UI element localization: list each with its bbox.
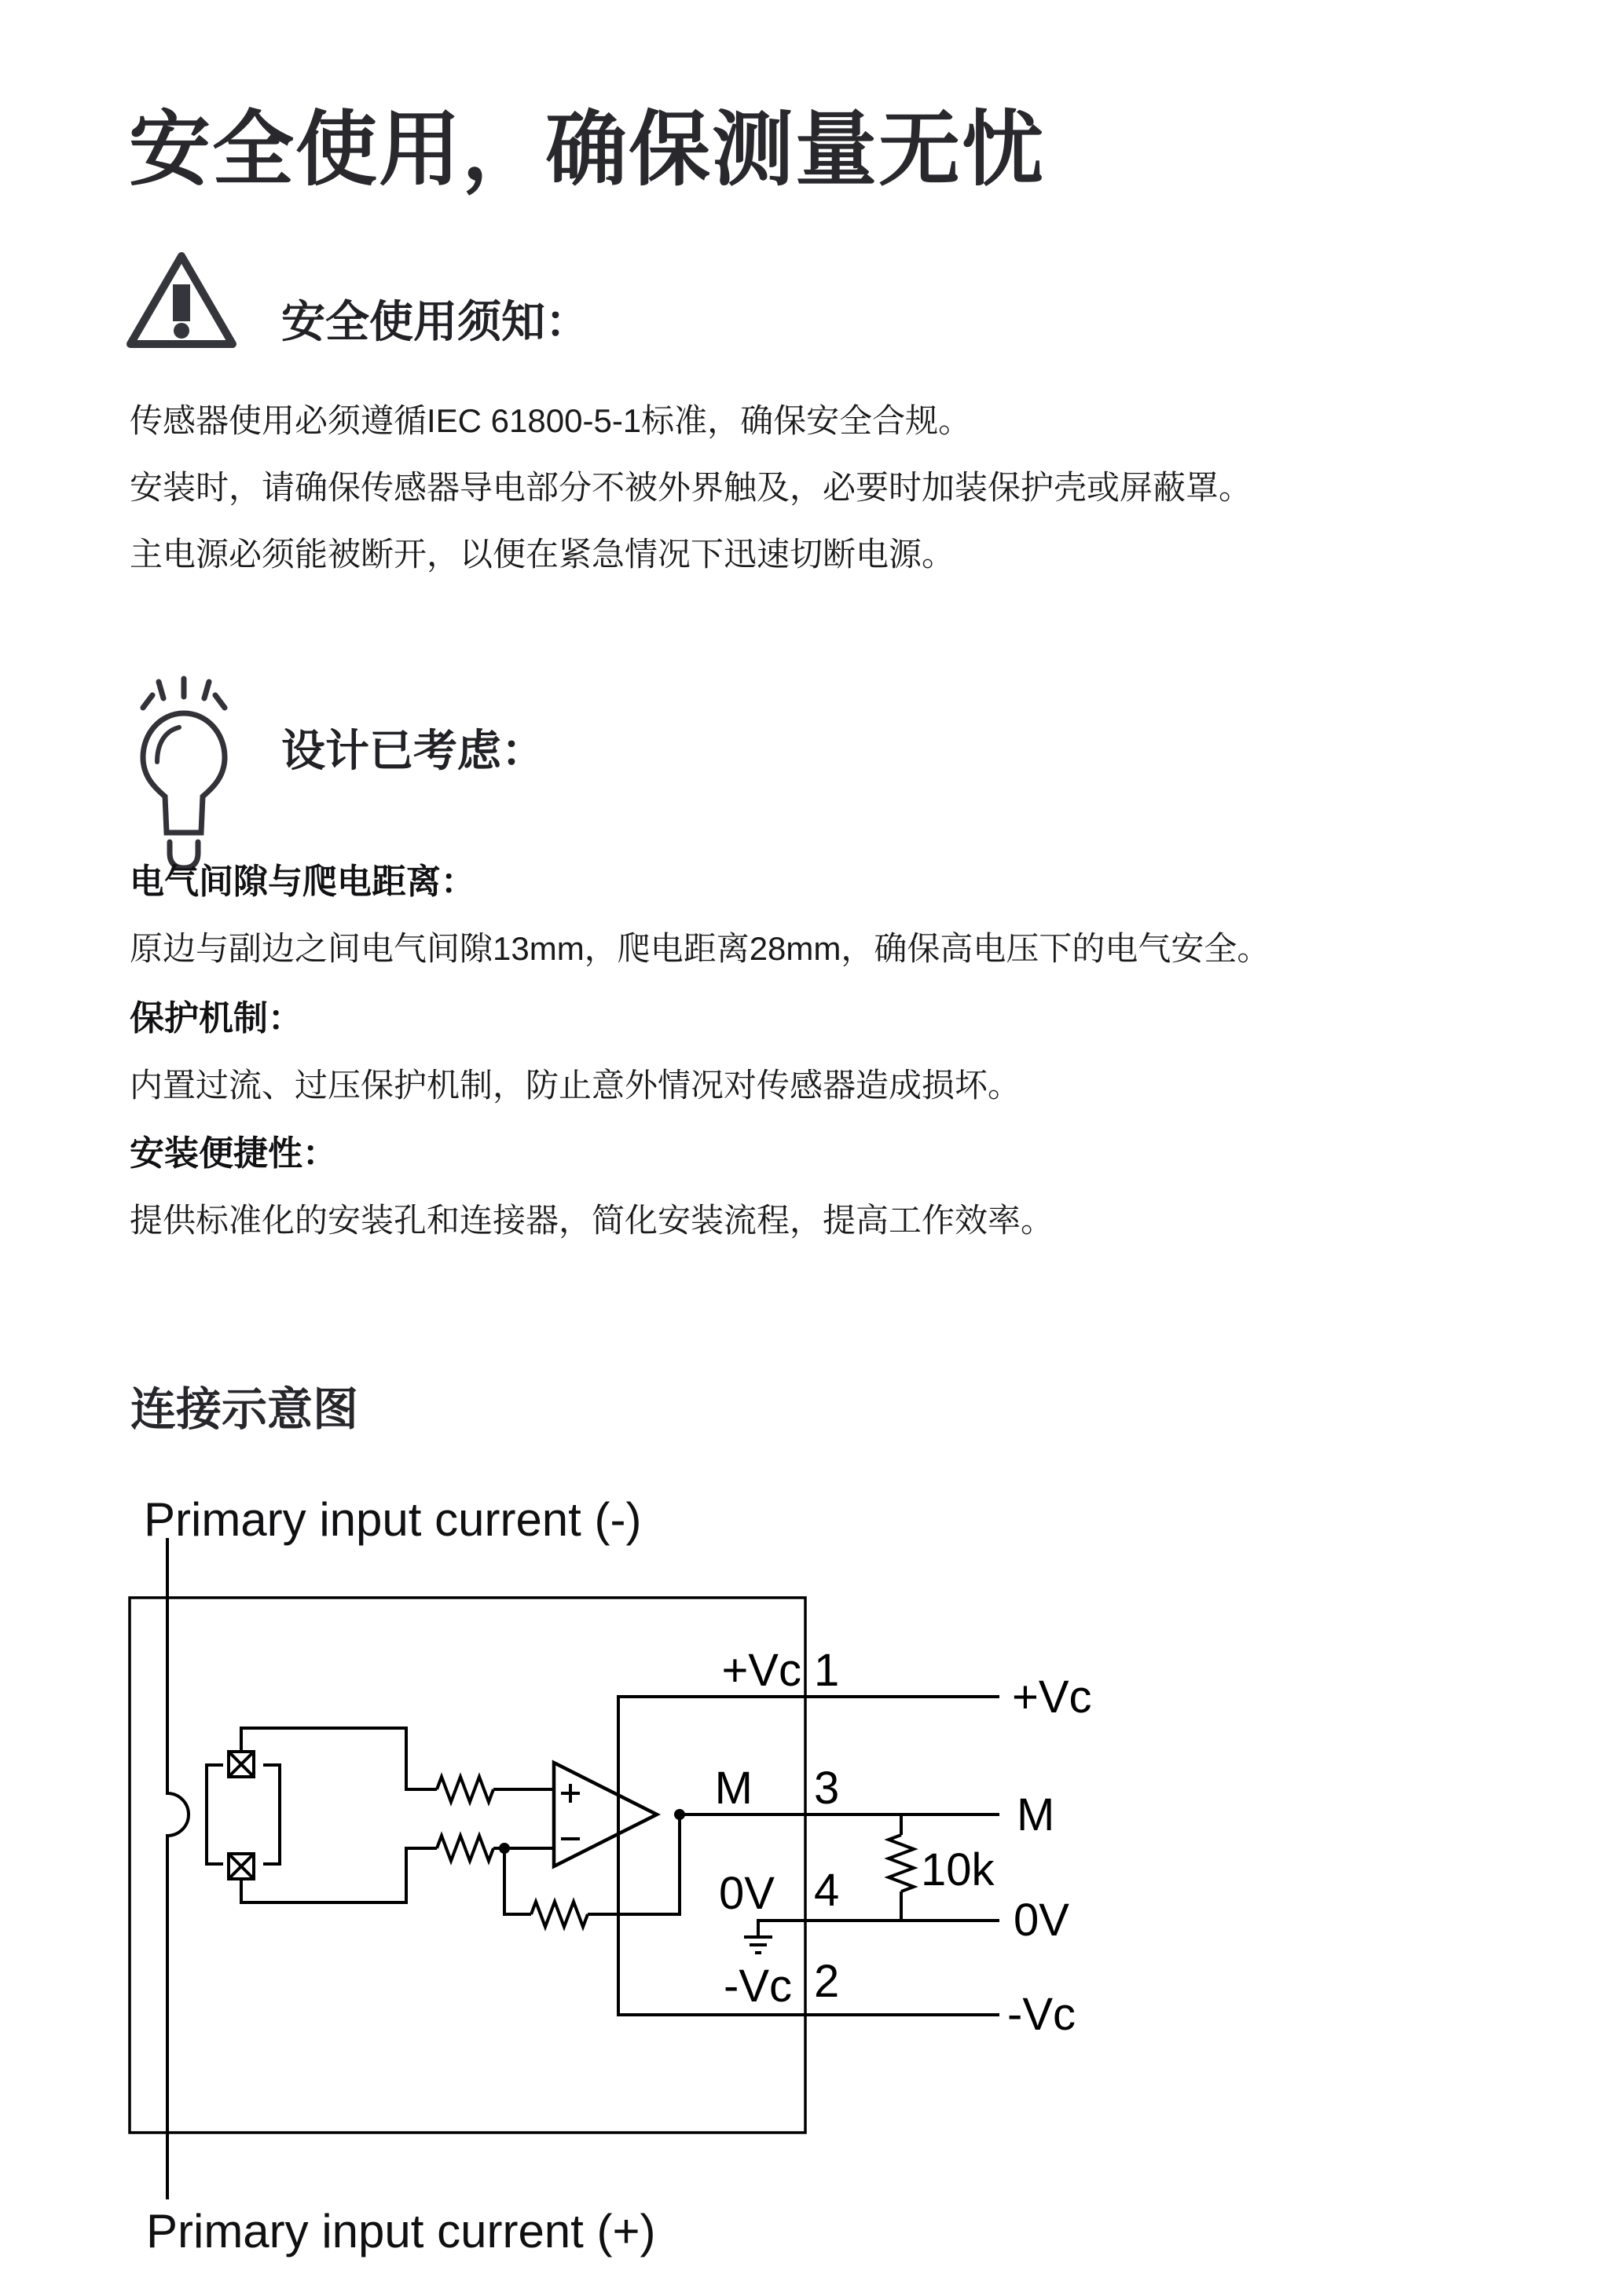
supply-rail-loop: [618, 1697, 999, 2015]
wire-bottom-input: [241, 1848, 437, 1902]
core-bracket-left: [207, 1765, 223, 1864]
lightbulb-icon: [134, 672, 236, 869]
safety-item: 传感器使用必须遵循IEC 61800-5-1标准，确保安全合规。: [130, 402, 972, 439]
warning-triangle-icon: [123, 249, 240, 353]
pin-number: 1: [814, 1645, 840, 1696]
ground-icon: [744, 1937, 772, 1953]
zero-volt-wire: [758, 1921, 999, 1937]
pin-external-label: 0V: [1014, 1895, 1069, 1946]
hall-element-top: [229, 1752, 254, 1777]
safety-section-heading: 安全使用须知：: [281, 297, 589, 346]
junction-dot: [674, 1809, 685, 1820]
pin-external-label: M: [1017, 1789, 1055, 1840]
pin-number: 3: [814, 1763, 840, 1814]
pin-external-label: +Vc: [1012, 1672, 1092, 1723]
design-item-label: 保护机制：: [130, 999, 302, 1038]
design-item-label: 电气间隙与爬电距离：: [130, 862, 475, 901]
design-item-text: 内置过流、过压保护机制，防止意外情况对传感器造成损坏。: [130, 1067, 1021, 1104]
junction-dot: [499, 1843, 510, 1854]
pin-internal-label: M: [714, 1763, 753, 1814]
design-item-text: 提供标准化的安装孔和连接器，简化安装流程，提高工作效率。: [130, 1202, 1054, 1239]
hall-element-bottom: [229, 1854, 254, 1879]
sensor-outline-box: [130, 1598, 805, 2133]
safety-item: 安装时，请确保传感器导电部分不被外界触及，必要时加装保护壳或屏蔽罩。: [130, 469, 1252, 506]
pin-internal-label: 0V: [719, 1868, 775, 1919]
resistor-feedback: [531, 1902, 588, 1927]
pin-internal-label: +Vc: [721, 1645, 801, 1696]
pin-number: 4: [814, 1865, 840, 1916]
primary-conductor-line: [167, 1538, 189, 2199]
diagram-heading: 连接示意图: [130, 1384, 359, 1435]
resistor-top: [437, 1777, 493, 1802]
core-bracket-right: [263, 1765, 280, 1864]
safety-item: 主电源必须能被断开，以便在紧急情况下迅速切断电源。: [130, 536, 955, 573]
design-item-text: 原边与副边之间电气间隙13mm，爬电距离28mm，确保高电压下的电气安全。: [130, 930, 1270, 967]
resistor-bottom: [437, 1836, 493, 1861]
page-title: 安全使用，确保测量无忧: [129, 104, 1046, 196]
design-item-label: 安装便捷性：: [130, 1134, 337, 1173]
pin-internal-label: -Vc: [724, 1961, 792, 2012]
pin-external-label: -Vc: [1007, 1989, 1076, 2040]
resistor-value-label: 10k: [921, 1844, 995, 1895]
primary-input-positive-label: Primary input current (+): [146, 2205, 656, 2258]
opamp-plus-sign: [561, 1784, 580, 1803]
design-section-heading: 设计已考虑：: [281, 726, 545, 775]
feedback-wire-right: [588, 1814, 680, 1914]
primary-input-negative-label: Primary input current (-): [144, 1493, 642, 1546]
opamp-triangle: [554, 1763, 657, 1866]
feedback-wire-left: [504, 1848, 531, 1914]
pin-number: 2: [814, 1956, 840, 2007]
wire-top-input: [241, 1728, 437, 1789]
load-resistor: [889, 1835, 914, 1891]
